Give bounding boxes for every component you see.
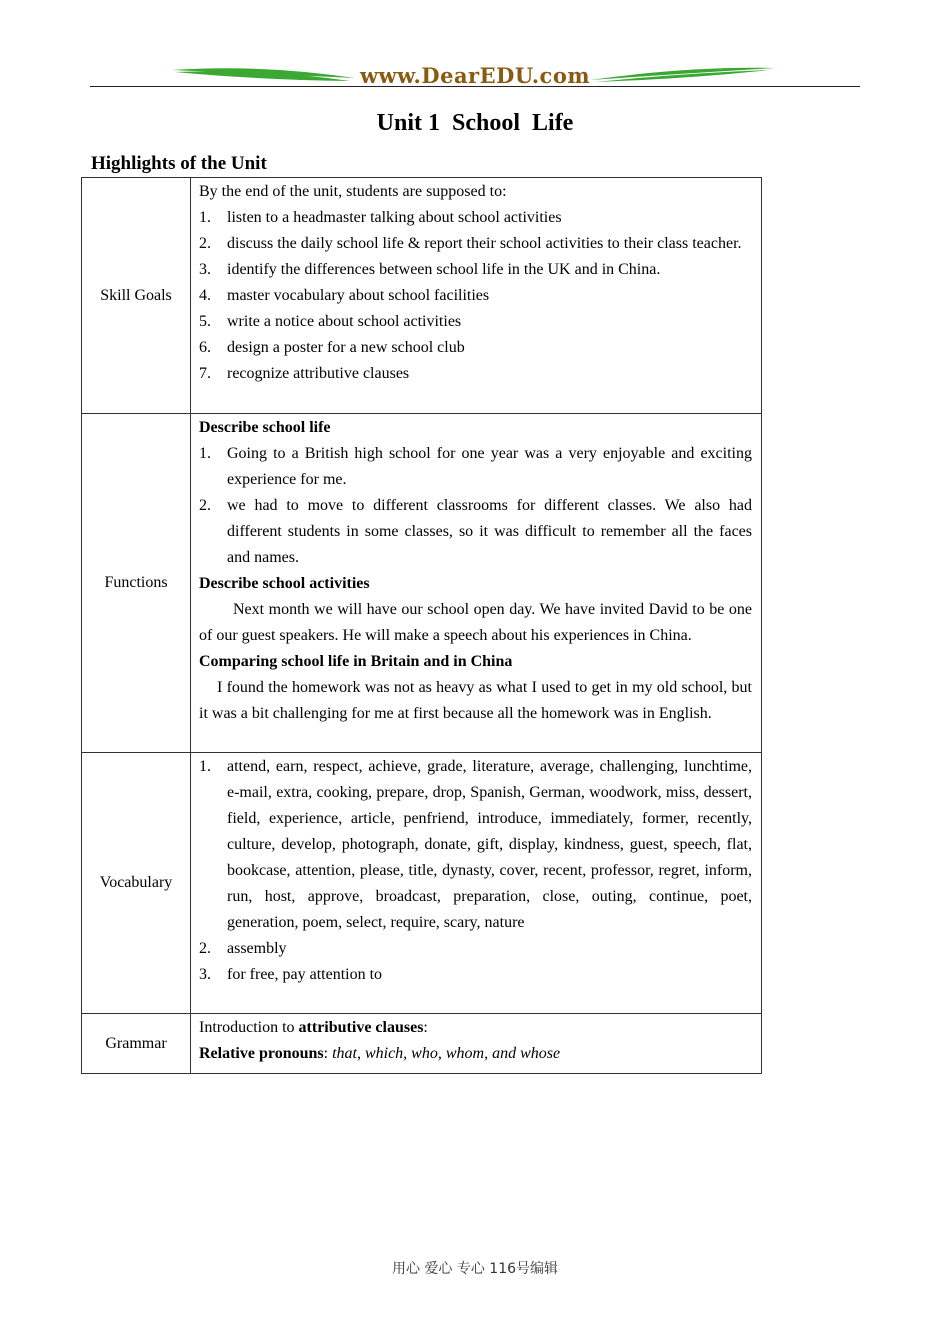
label-skill-goals: Skill Goals	[82, 178, 191, 414]
grammar-intro: Introduction to attributive clauses:	[199, 1019, 428, 1036]
row-skill-goals	[82, 178, 762, 414]
list-item: 2. assembly	[199, 940, 287, 957]
skill-goals-intro: By the end of the unit, students are supposed to:	[199, 183, 507, 200]
row-functions	[82, 414, 762, 753]
list-item: 1. listen to a headmaster talking about school activities	[199, 209, 562, 226]
content-grammar	[191, 1014, 762, 1074]
list-item: 6. design a poster for a new school club	[199, 339, 465, 356]
site-logo-text: www.DearEDU.com	[359, 63, 591, 88]
site-logo	[170, 60, 780, 90]
content-vocabulary	[191, 753, 762, 1014]
list-item: 7. recognize attributive clauses	[199, 365, 410, 382]
grammar-relative-pronouns: Relative pronouns: that, which, who, whom, and whose	[199, 1045, 561, 1062]
page-footer: 用心 爱心 专心 116号编辑	[391, 1261, 559, 1277]
label-grammar: Grammar	[82, 1014, 191, 1074]
list-item: 1. Going to a British high school for one year was a very enjoyable and exciting experience for me.	[199, 445, 752, 488]
label-vocabulary: Vocabulary	[82, 753, 191, 1014]
comparing-school-life-text: I found the homework was not as heavy as what I used to get in my old school, but it was a bit challenging for me at first because all the homework was in English.	[199, 679, 752, 722]
content-skill-goals	[191, 178, 762, 414]
list-item: 1. attend, earn, respect, achieve, grade, literature, average, challenging, lunchtime, e-mail, extra, cooking, prepare, drop, Spanish, German, woodwork, miss, dessert, field, experience, article, penfriend, introduce, immediately, former, recently, culture, develop, photograph, donate, gift, display, kindness, guest, speech, flat, bookcase, attention, please, title, dynasty, cover, recent, professor, regret, inform, run, host, approve, broadcast, preparation, close, outing, continue, poet, generation, poem, select, require, scary, nature	[199, 758, 752, 931]
page-header	[90, 60, 860, 90]
list-item: 4. master vocabulary about school facilities	[199, 287, 490, 304]
page-title: Unit 1 School Life	[376, 110, 574, 136]
describe-school-activities-text: Next month we will have our school open day. We have invited David to be one of our guest speakers. He will make a speech about his experiences in China.	[199, 601, 752, 644]
comparing-school-life-heading: Comparing school life in Britain and in China	[199, 653, 513, 670]
row-vocabulary	[82, 753, 762, 1014]
content-functions	[191, 414, 762, 753]
row-grammar	[82, 1014, 762, 1074]
describe-school-life-heading: Describe school life	[199, 419, 331, 436]
list-item: 2. we had to move to different classrooms for different classes. We also had different students in some classes, so it was difficult to remember all the faces and names.	[199, 497, 752, 566]
list-item: 2. discuss the daily school life & report their school activities to their class teacher.	[199, 235, 742, 252]
label-functions: Functions	[82, 414, 191, 753]
describe-school-activities-heading: Describe school activities	[199, 575, 370, 592]
list-item: 3. for free, pay attention to	[199, 966, 383, 983]
list-item: 5. write a notice about school activities	[199, 313, 462, 330]
section-heading: Highlights of the Unit	[91, 153, 267, 174]
list-item: 3. identify the differences between school life in the UK and in China.	[199, 261, 661, 278]
highlights-table	[81, 177, 762, 1074]
